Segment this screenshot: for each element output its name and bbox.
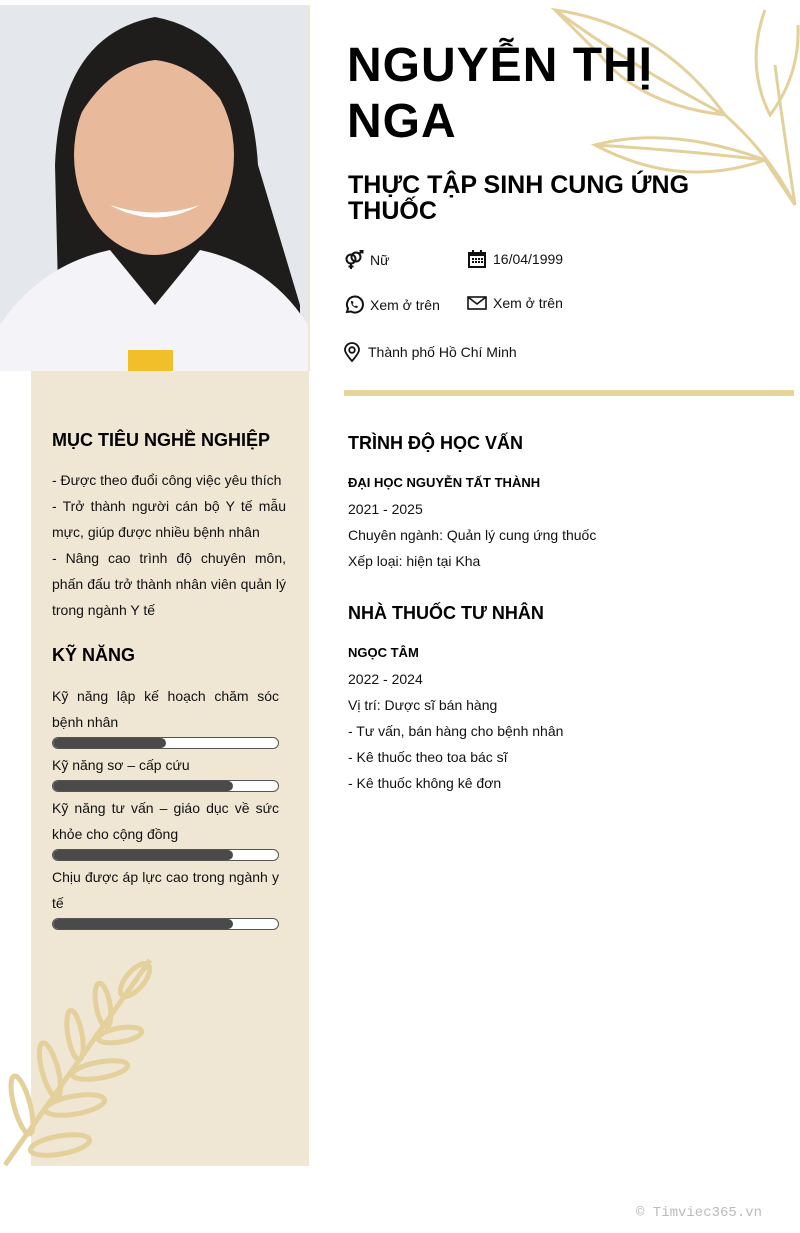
- objective-item: - Nâng cao trình độ chuyên môn, phấn đấu trở thành nhân viên quản lý trong ngành Y tế: [52, 550, 286, 618]
- phone-info: [344, 295, 440, 315]
- skill-item: [52, 795, 279, 861]
- birthday-value: 16/04/1999: [493, 251, 564, 267]
- skill-label: Kỹ năng lập kế hoạch chăm sóc bệnh nhân: [52, 688, 279, 730]
- objective-heading: MỤC TIÊU NGHỀ NGHIỆP: [52, 430, 271, 450]
- birthday-info: [467, 249, 563, 269]
- education-period: 2021 - 2025: [348, 501, 423, 517]
- education-major: Chuyên ngành: Quản lý cung ứng thuốc: [348, 527, 597, 543]
- experience-period: 2022 - 2024: [348, 671, 423, 687]
- experience-heading: NHÀ THUỐC TƯ NHÂN: [348, 603, 544, 623]
- email-value: Xem ở trên: [493, 295, 563, 311]
- experience-position: Vị trí: Dược sĩ bán hàng: [348, 697, 498, 713]
- skill-label: Chịu được áp lực cao trong ngành y tế: [52, 869, 279, 911]
- address-value: Thành phố Hồ Chí Minh: [368, 344, 517, 360]
- skill-progress-bar: [52, 737, 279, 749]
- skills-heading: KỸ NĂNG: [52, 645, 136, 665]
- skill-item: [52, 864, 279, 930]
- experience-block: [348, 640, 768, 796]
- sidebar-edge: [308, 5, 310, 371]
- email-icon: [467, 293, 487, 313]
- gender-icon: [344, 250, 364, 270]
- address-info: [342, 342, 517, 362]
- company-name: NGỌC TÂM: [348, 645, 419, 660]
- education-block: [348, 470, 768, 574]
- skill-item: [52, 752, 279, 792]
- education-grade: Xếp loại: hiện tại Kha: [348, 553, 481, 569]
- experience-duty: - Tư vấn, bán hàng cho bệnh nhân: [348, 723, 564, 739]
- location-pin-icon: [342, 342, 362, 362]
- job-title: THỰC TẬP SINH CUNG ỨNG THUỐC: [348, 171, 690, 225]
- watermark: © Timviec365.vn: [636, 1205, 763, 1221]
- gender-value: Nữ: [370, 252, 390, 268]
- objective-item: - Trở thành người cán bộ Y tế mẫu mực, giúp được nhiều bệnh nhân: [52, 498, 286, 540]
- skill-label: Kỹ năng sơ – cấp cứu: [52, 757, 190, 773]
- gender-info: [344, 250, 389, 270]
- experience-duty: - Kê thuốc không kê đơn: [348, 775, 502, 791]
- leaf-decoration-icon: [0, 955, 160, 1170]
- skill-item: [52, 683, 279, 749]
- skill-progress-bar: [52, 918, 279, 930]
- email-info: [467, 293, 563, 313]
- skill-progress-bar: [52, 780, 279, 792]
- skill-progress-bar: [52, 849, 279, 861]
- candidate-name: NGUYỄN THỊ NGA: [347, 39, 654, 148]
- education-heading: TRÌNH ĐỘ HỌC VẤN: [348, 433, 523, 453]
- skill-label: Kỹ năng tư vấn – giáo dục về sức khỏe cho cộng đồng: [52, 800, 279, 842]
- school-name: ĐẠI HỌC NGUYỄN TẤT THÀNH: [348, 475, 541, 490]
- experience-duty: - Kê thuốc theo toa bác sĩ: [348, 749, 508, 765]
- whatsapp-phone-icon: [344, 295, 364, 315]
- phone-value: Xem ở trên: [370, 297, 440, 313]
- calendar-icon: [467, 249, 487, 269]
- objective-item: - Được theo đuổi công việc yêu thích: [52, 472, 282, 488]
- objective-list: [52, 467, 286, 623]
- profile-photo: [0, 5, 308, 371]
- section-divider: [344, 390, 794, 396]
